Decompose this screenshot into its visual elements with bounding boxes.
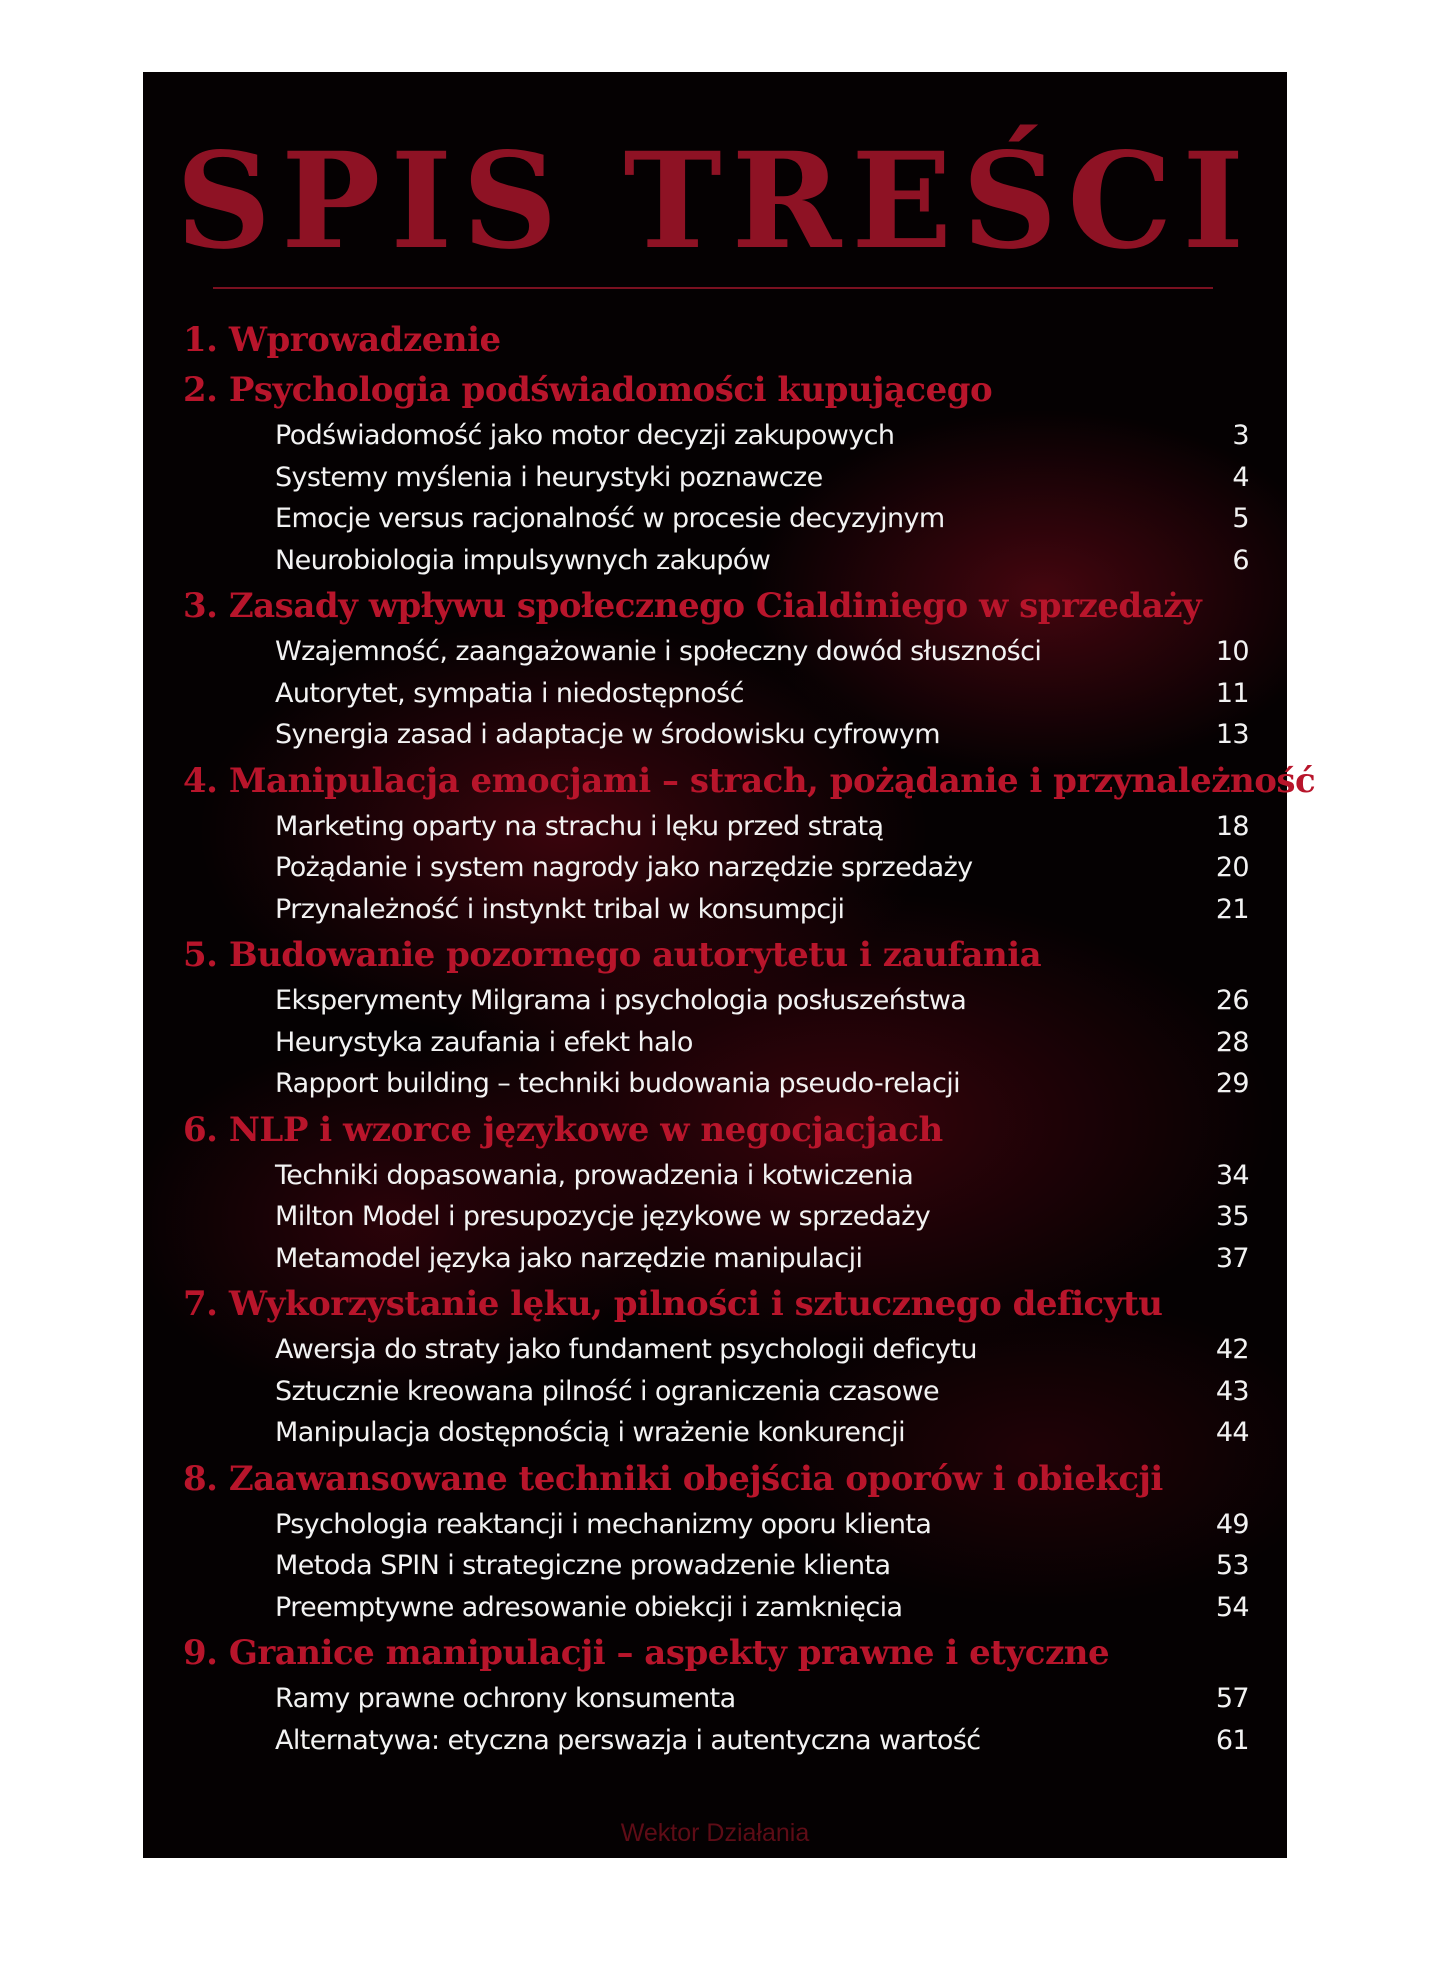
- chapter-title: 3. Zasady wpływu społecznego Cialdiniego w sprzedaży: [183, 586, 1202, 626]
- entry-label: Techniki dopasowania, prowadzenia i kotwiczenia: [275, 1159, 914, 1191]
- toc-entry: [183, 457, 1253, 499]
- toc-chapter: [183, 1105, 1253, 1280]
- entry-label: Preemptywne adresowanie obiekcji i zamknięcia: [275, 1591, 903, 1623]
- entry-label: Emocje versus racjonalność w procesie decyzyjnym: [275, 503, 945, 534]
- document-page: [143, 72, 1316, 1858]
- entry-page-number: 3: [1232, 420, 1249, 451]
- toc-chapter: [183, 756, 1316, 931]
- chapter-title: 8. Zaawansowane techniki obejścia oporów i obiekcji: [183, 1458, 1163, 1499]
- chapter-title: 6. NLP i wzorce językowe w negocjacjach: [183, 1109, 943, 1150]
- entry-label: Autorytet, sympatia i niedostępność: [275, 677, 744, 709]
- entry-page-number: 21: [1215, 893, 1249, 925]
- entry-page-number: 20: [1215, 852, 1249, 883]
- toc-chapter: [183, 1279, 1253, 1454]
- chapter-title: 5. Budowanie pozornego autorytetu i zaufania: [183, 935, 1042, 975]
- entry-page-number: 34: [1215, 1159, 1249, 1191]
- entry-label: Psychologia reaktancji i mechanizmy oporu klienta: [275, 1508, 932, 1540]
- footer-brand: Wektor Działania: [620, 1819, 810, 1847]
- entry-label: Eksperymenty Milgrama i psychologia posłuszeństwa: [275, 985, 967, 1016]
- entry-label: Ramy prawne ochrony konsumenta: [275, 1683, 736, 1714]
- entry-page-number: 28: [1215, 1026, 1249, 1058]
- entry-label: Alternatywa: etyczna perswazja i autentyczna wartość: [275, 1724, 981, 1756]
- section-list: [183, 631, 1253, 756]
- toc-entry: [183, 1545, 1253, 1587]
- toc-entry: [183, 1678, 1253, 1720]
- entry-page-number: 53: [1215, 1550, 1249, 1581]
- toc-entry: [183, 415, 1253, 457]
- entry-label: Podświadomość jako motor decyzji zakupowych: [275, 420, 895, 451]
- entry-label: Sztucznie kreowana pilność i ograniczenia czasowe: [275, 1375, 940, 1407]
- entry-page-number: 10: [1215, 636, 1249, 667]
- entry-label: Rapport building – techniki budowania pseudo-relacji: [275, 1068, 960, 1099]
- toc-entry: [183, 673, 1253, 715]
- entry-page-number: 37: [1215, 1242, 1249, 1274]
- section-list: [183, 1329, 1253, 1454]
- toc-entry: [183, 889, 1253, 931]
- toc-chapter: [183, 315, 1253, 365]
- chapter-title: 2. Psychologia podświadomości kupującego: [183, 370, 993, 410]
- toc-chapter: [183, 581, 1253, 756]
- toc-entry: [183, 1022, 1253, 1064]
- entry-page-number: 49: [1215, 1508, 1249, 1540]
- entry-page-number: 57: [1215, 1683, 1249, 1714]
- toc-entry: [183, 1587, 1253, 1629]
- entry-label: Metoda SPIN i strategiczne prowadzenie klienta: [275, 1550, 891, 1581]
- entry-label: Metamodel języka jako narzędzie manipulacji: [275, 1242, 863, 1274]
- entry-label: Awersja do straty jako fundament psychologii deficytu: [275, 1334, 977, 1365]
- toc-entry: [183, 1063, 1253, 1105]
- entry-page-number: 54: [1215, 1591, 1249, 1623]
- toc-chapter: [183, 930, 1253, 1105]
- toc-entry: [183, 1196, 1253, 1238]
- entry-label: Systemy myślenia i heurystyki poznawcze: [275, 461, 823, 493]
- entry-label: Pożądanie i system nagrody jako narzędzie sprzedaży: [275, 852, 973, 883]
- section-list: [183, 806, 1253, 931]
- toc-entry: [183, 1329, 1253, 1371]
- entry-page-number: 35: [1215, 1201, 1249, 1232]
- toc-entry: [183, 540, 1253, 582]
- toc-entry: [183, 498, 1253, 540]
- section-list: [183, 1504, 1253, 1629]
- toc-entry: [183, 1720, 1253, 1762]
- section-list: [183, 1155, 1253, 1280]
- entry-page-number: 4: [1232, 461, 1249, 493]
- toc-entry: [183, 1412, 1253, 1454]
- entry-page-number: 5: [1232, 503, 1249, 534]
- chapter-title: 7. Wykorzystanie lęku, pilności i sztucznego deficytu: [183, 1284, 1163, 1324]
- toc-entry: [183, 980, 1253, 1022]
- entry-label: Manipulacja dostępnością i wrażenie konkurencji: [275, 1417, 905, 1448]
- chapter-title: 9. Granice manipulacji – aspekty prawne i etyczne: [183, 1633, 1110, 1673]
- entry-label: Wzajemność, zaangażowanie i społeczny dowód słuszności: [275, 636, 1042, 667]
- toc-entry: [183, 806, 1253, 848]
- entry-page-number: 29: [1215, 1068, 1249, 1099]
- section-list: [183, 1678, 1253, 1761]
- toc-entry: [183, 1238, 1253, 1280]
- page-title: SPIS TREŚCI: [175, 124, 1255, 279]
- entry-page-number: 6: [1232, 544, 1249, 576]
- chapter-title: 4. Manipulacja emocjami – strach, pożądanie i przynależność: [183, 760, 1316, 801]
- toc-chapter: [183, 365, 1253, 581]
- toc-entry: [183, 1504, 1253, 1546]
- toc-entry: [183, 1155, 1253, 1197]
- toc-entry: [183, 631, 1253, 673]
- title-divider: [213, 287, 1213, 289]
- entry-label: Przynależność i instynkt tribal w konsumpcji: [275, 893, 845, 925]
- entry-page-number: 43: [1215, 1375, 1249, 1407]
- entry-label: Marketing oparty na strachu i lęku przed stratą: [275, 810, 884, 842]
- toc-entry: [183, 847, 1253, 889]
- entry-label: Neurobiologia impulsywnych zakupów: [275, 544, 771, 576]
- entry-page-number: 11: [1215, 677, 1249, 709]
- toc-chapter: [183, 1454, 1253, 1629]
- entry-label: Synergia zasad i adaptacje w środowisku cyfrowym: [275, 719, 940, 750]
- chapter-title: 1. Wprowadzenie: [183, 320, 501, 360]
- toc-entry: [183, 1371, 1253, 1413]
- entry-label: Milton Model i presupozycje językowe w sprzedaży: [275, 1201, 931, 1232]
- entry-page-number: 42: [1215, 1334, 1249, 1365]
- table-of-contents: [183, 315, 1316, 1761]
- entry-page-number: 61: [1215, 1724, 1249, 1756]
- toc-chapter: [183, 1628, 1253, 1761]
- toc-entry: [183, 714, 1253, 756]
- entry-page-number: 44: [1215, 1417, 1249, 1448]
- section-list: [183, 980, 1253, 1105]
- section-list: [183, 415, 1253, 581]
- entry-page-number: 26: [1215, 985, 1249, 1016]
- entry-page-number: 18: [1215, 810, 1249, 842]
- entry-label: Heurystyka zaufania i efekt halo: [275, 1026, 693, 1058]
- entry-page-number: 13: [1215, 719, 1249, 750]
